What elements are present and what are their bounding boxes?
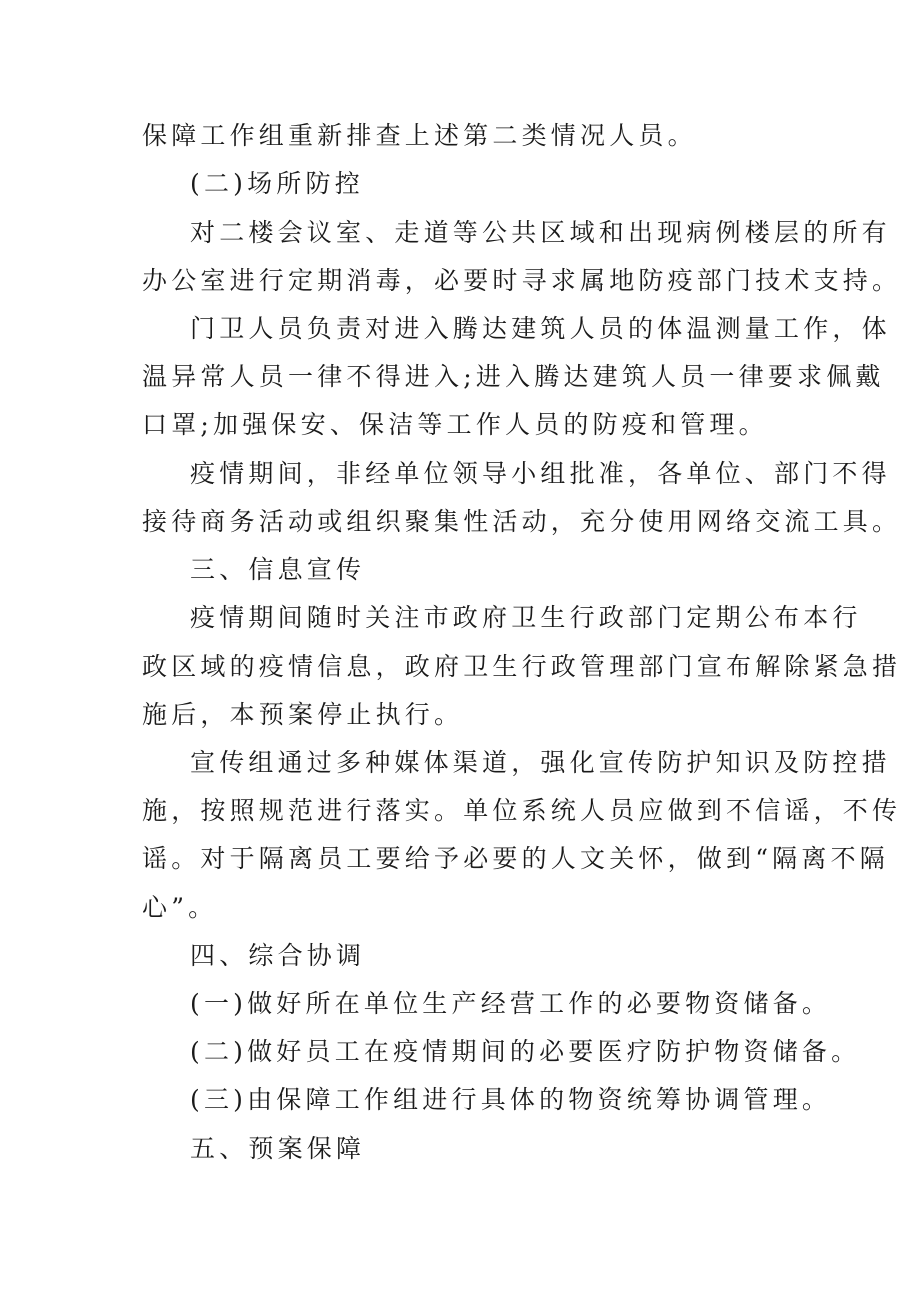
section-heading: (二)场所防控 — [190, 169, 364, 198]
text-line: 宣传组通过多种媒体渠道，强化宣传防护知识及防控措 — [190, 748, 891, 777]
text-line: 口罩;加强保安、保洁等工作人员的防疫和管理。 — [142, 410, 768, 439]
text-line: 门卫人员负责对进入腾达建筑人员的体温测量工作，体 — [190, 314, 891, 343]
text-line: 办公室进行定期消毒，必要时寻求属地防疫部门技术支持。 — [142, 266, 902, 295]
text-line: 接待商务活动或组织聚集性活动，充分使用网络交流工具。 — [142, 507, 902, 536]
section-heading: 四、综合协调 — [190, 941, 366, 970]
section-heading: 五、预案保障 — [190, 1134, 366, 1163]
section-heading: 三、信息宣传 — [190, 555, 366, 584]
list-item: (三)由保障工作组进行具体的物资统筹协调管理。 — [190, 1085, 832, 1114]
text-line: 保障工作组重新排查上述第二类情况人员。 — [142, 121, 697, 150]
text-line: 疫情期间，非经单位领导小组批准，各单位、部门不得 — [190, 459, 891, 488]
list-item: (二)做好员工在疫情期间的必要医疗防护物资储备。 — [190, 1037, 861, 1066]
text-line: 施后，本预案停止执行。 — [142, 700, 464, 729]
text-line: 施，按照规范进行落实。单位系统人员应做到不信谣，不传 — [142, 796, 902, 825]
text-line: 政区域的疫情信息，政府卫生行政管理部门宣布解除紧急措 — [142, 652, 902, 681]
text-line: 谣。对于隔离员工要给予必要的人文关怀，做到“隔离不隔 — [142, 844, 889, 873]
text-line: 心”。 — [142, 893, 218, 922]
text-line: 温异常人员一律不得进入;进入腾达建筑人员一律要求佩戴 — [142, 362, 885, 391]
list-item: (一)做好所在单位生产经营工作的必要物资储备。 — [190, 989, 832, 1018]
text-line: 对二楼会议室、走道等公共区域和出现病例楼层的所有 — [190, 218, 891, 247]
text-line: 疫情期间随时关注市政府卫生行政部门定期公布本行 — [190, 603, 862, 632]
